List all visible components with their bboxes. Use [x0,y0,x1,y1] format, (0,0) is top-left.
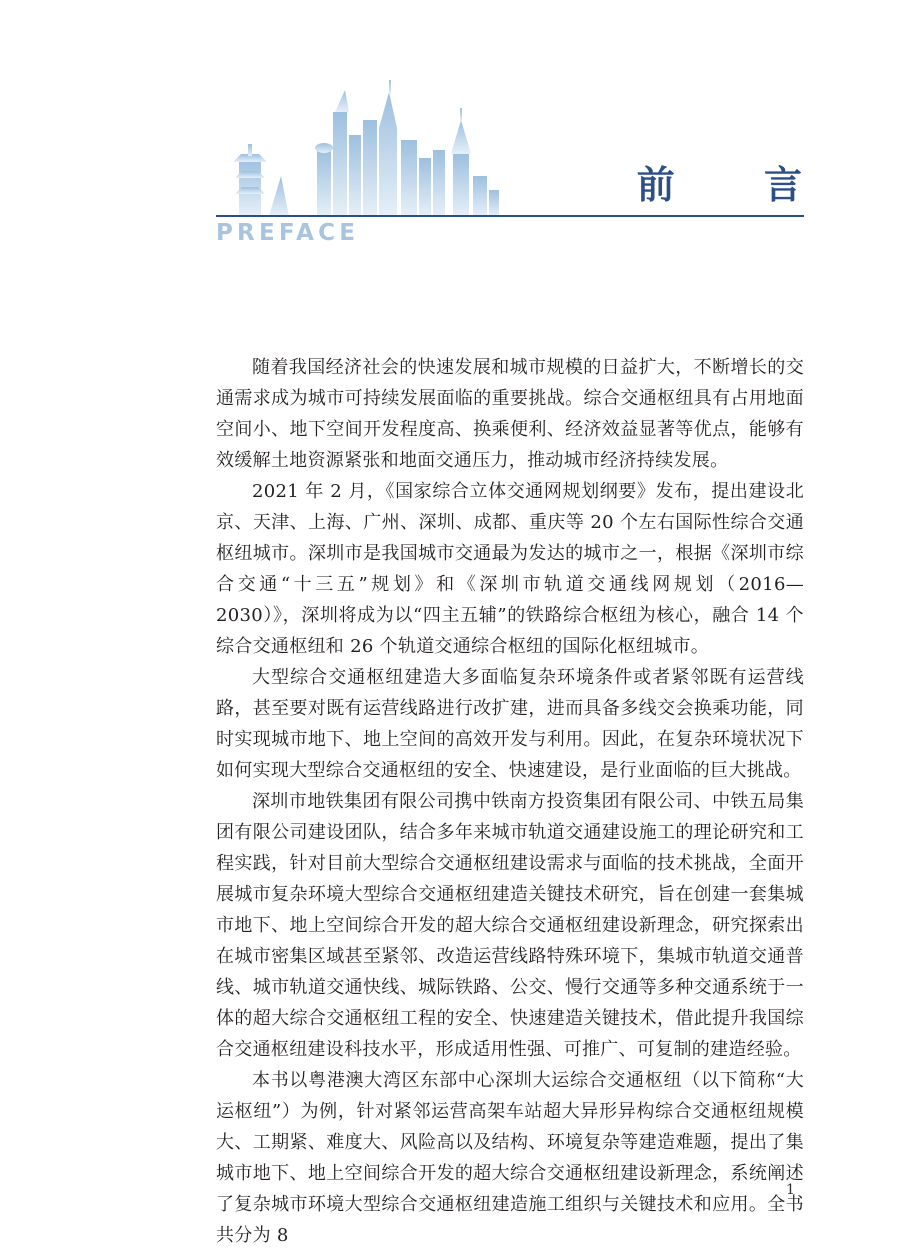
paragraph: 2021 年 2 月，《国家综合立体交通网规划纲要》发布，提出建设北京、天津、上海、广州、深圳、成都、重庆等 20 个左右国际性综合交通枢纽城市。深圳市是我国城市交通最为发达的城市之一，根据《深圳市综合交通“十三五”规划》和《深圳市轨道交通线网规划（2016—2030）》，深圳将成为以“四主五辅”的铁路综合枢纽为核心，融合 14 个综合交通枢纽和 26 个轨道交通综合枢纽的国际化枢纽城市。 [216,481,804,657]
paragraph: 本书以粤港澳大湾区东部中心深圳大运综合交通枢纽（以下简称“大运枢纽”）为例，针对紧邻运营高架车站超大异形异构综合交通枢纽规模大、工期紧、难度大、风险高以及结构、环境复杂等建造难题，提出了集城市地下、地上空间综合开发的超大综合交通枢纽建设新理念，系统阐述了复杂城市环境大型综合交通枢纽建造施工组织与关键技术和应用。全书共分为 8 [216,1070,804,1246]
title-divider [216,215,804,217]
page-subtitle: PREFACE [216,220,360,246]
preface-body [216,352,804,1251]
city-skyline-icon [225,80,525,220]
page-number: 1 [786,1182,795,1198]
page-title: 前 言 [636,163,840,207]
paragraph: 随着我国经济社会的快速发展和城市规模的日益扩大，不断增长的交通需求成为城市可持续发展面临的重要挑战。综合交通枢纽具有占用地面空间小、地下空间开发程度高、换乘便利、经济效益显著等优点，能够有效缓解土地资源紧张和地面交通压力，推动城市经济持续发展。 [216,357,804,471]
paragraph: 大型综合交通枢纽建造大多面临复杂环境条件或者紧邻既有运营线路，甚至要对既有运营线路进行改扩建，进而具备多线交会换乘功能，同时实现城市地下、地上空间的高效开发与利用。因此，在复杂环境状况下如何实现大型综合交通枢纽的安全、快速建设，是行业面临的巨大挑战。 [216,667,804,781]
paragraph: 深圳市地铁集团有限公司携中铁南方投资集团有限公司、中铁五局集团有限公司建设团队，结合多年来城市轨道交通建设施工的理论研究和工程实践，针对目前大型综合交通枢纽建设需求与面临的技术挑战，全面开展城市复杂环境大型综合交通枢纽建造关键技术研究，旨在创建一套集城市地下、地上空间综合开发的超大综合交通枢纽建设新理念，研究探索出在城市密集区域甚至紧邻、改造运营线路特殊环境下，集城市轨道交通普线、城市轨道交通快线、城际铁路、公交、慢行交通等多种交通系统于一体的超大综合交通枢纽工程的安全、快速建造关键技术，借此提升我国综合交通枢纽建设科技水平，形成适用性强、可推广、可复制的建造经验。 [216,791,804,1060]
